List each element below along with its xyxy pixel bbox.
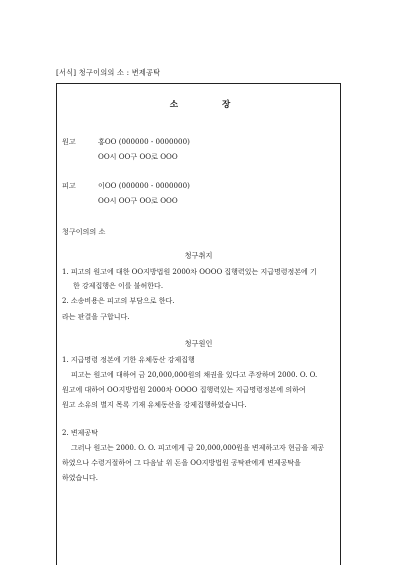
cause-section2-line3: 하였습니다.	[62, 474, 99, 482]
defendant-role: 피고	[62, 181, 76, 190]
claim-purpose-closing: 라는 판결을 구합니다.	[62, 313, 130, 321]
cause-section2-line1: 그러나 원고는 2000. O. O. 피고에게 금 20,000,000원을 변제하고자 현금을 제공	[71, 444, 325, 452]
claim-purpose-item1-line2: 한 강제집행은 이를 불허한다.	[73, 282, 164, 290]
case-name: 청구이의의 소	[62, 227, 106, 236]
title-char-1: 소	[169, 100, 178, 110]
form-label: [서식] 청구이의의 소 : 변제공탁	[56, 68, 161, 77]
defendant-address: OO시 OO구 OO로 OOO	[98, 196, 178, 205]
cause-section1-line2: 원고에 대하여 OO지방법원 2000차 OOOO 집행력있는 지급명령정본에 의하여	[62, 386, 306, 394]
plaintiff-name: 홍OO (000000 - 0000000)	[98, 137, 190, 146]
claim-purpose-item2: 2. 소송비용은 피고의 부담으로 한다.	[62, 297, 175, 305]
cause-section1-line3: 원고 소유의 별지 목록 기재 유체동산을 강제집행하였습니다.	[62, 401, 247, 409]
claim-purpose-heading: 청구취지	[184, 251, 213, 260]
title-char-2: 장	[222, 100, 231, 110]
plaintiff-address: OO시 OO구 OO로 OOO	[98, 152, 178, 161]
defendant-name: 이OO (000000 - 0000000)	[98, 181, 190, 190]
claim-purpose-item1-line1: 1. 피고의 원고에 대한 OO지방법원 2000차 OOOO 집행력있는 지급명령정본에 기	[62, 268, 317, 276]
cause-section1-title: 1. 지급명령 정본에 기한 유체동산 강제집행	[62, 356, 195, 364]
claim-cause-heading: 청구원인	[184, 339, 213, 348]
cause-section2-line2: 하였으나 수령거절하여 그 다음날 위 돈을 OO지방법원 공탁관에게 변제공탁을	[62, 459, 301, 467]
document-title	[0, 98, 400, 110]
cause-section2-title: 2. 변제공탁	[62, 429, 98, 437]
cause-section1-line1: 피고는 원고에 대하여 금 20,000,000원의 채권을 있다고 주장하며 2000. O. O.	[71, 371, 318, 379]
plaintiff-role: 원고	[62, 137, 76, 146]
